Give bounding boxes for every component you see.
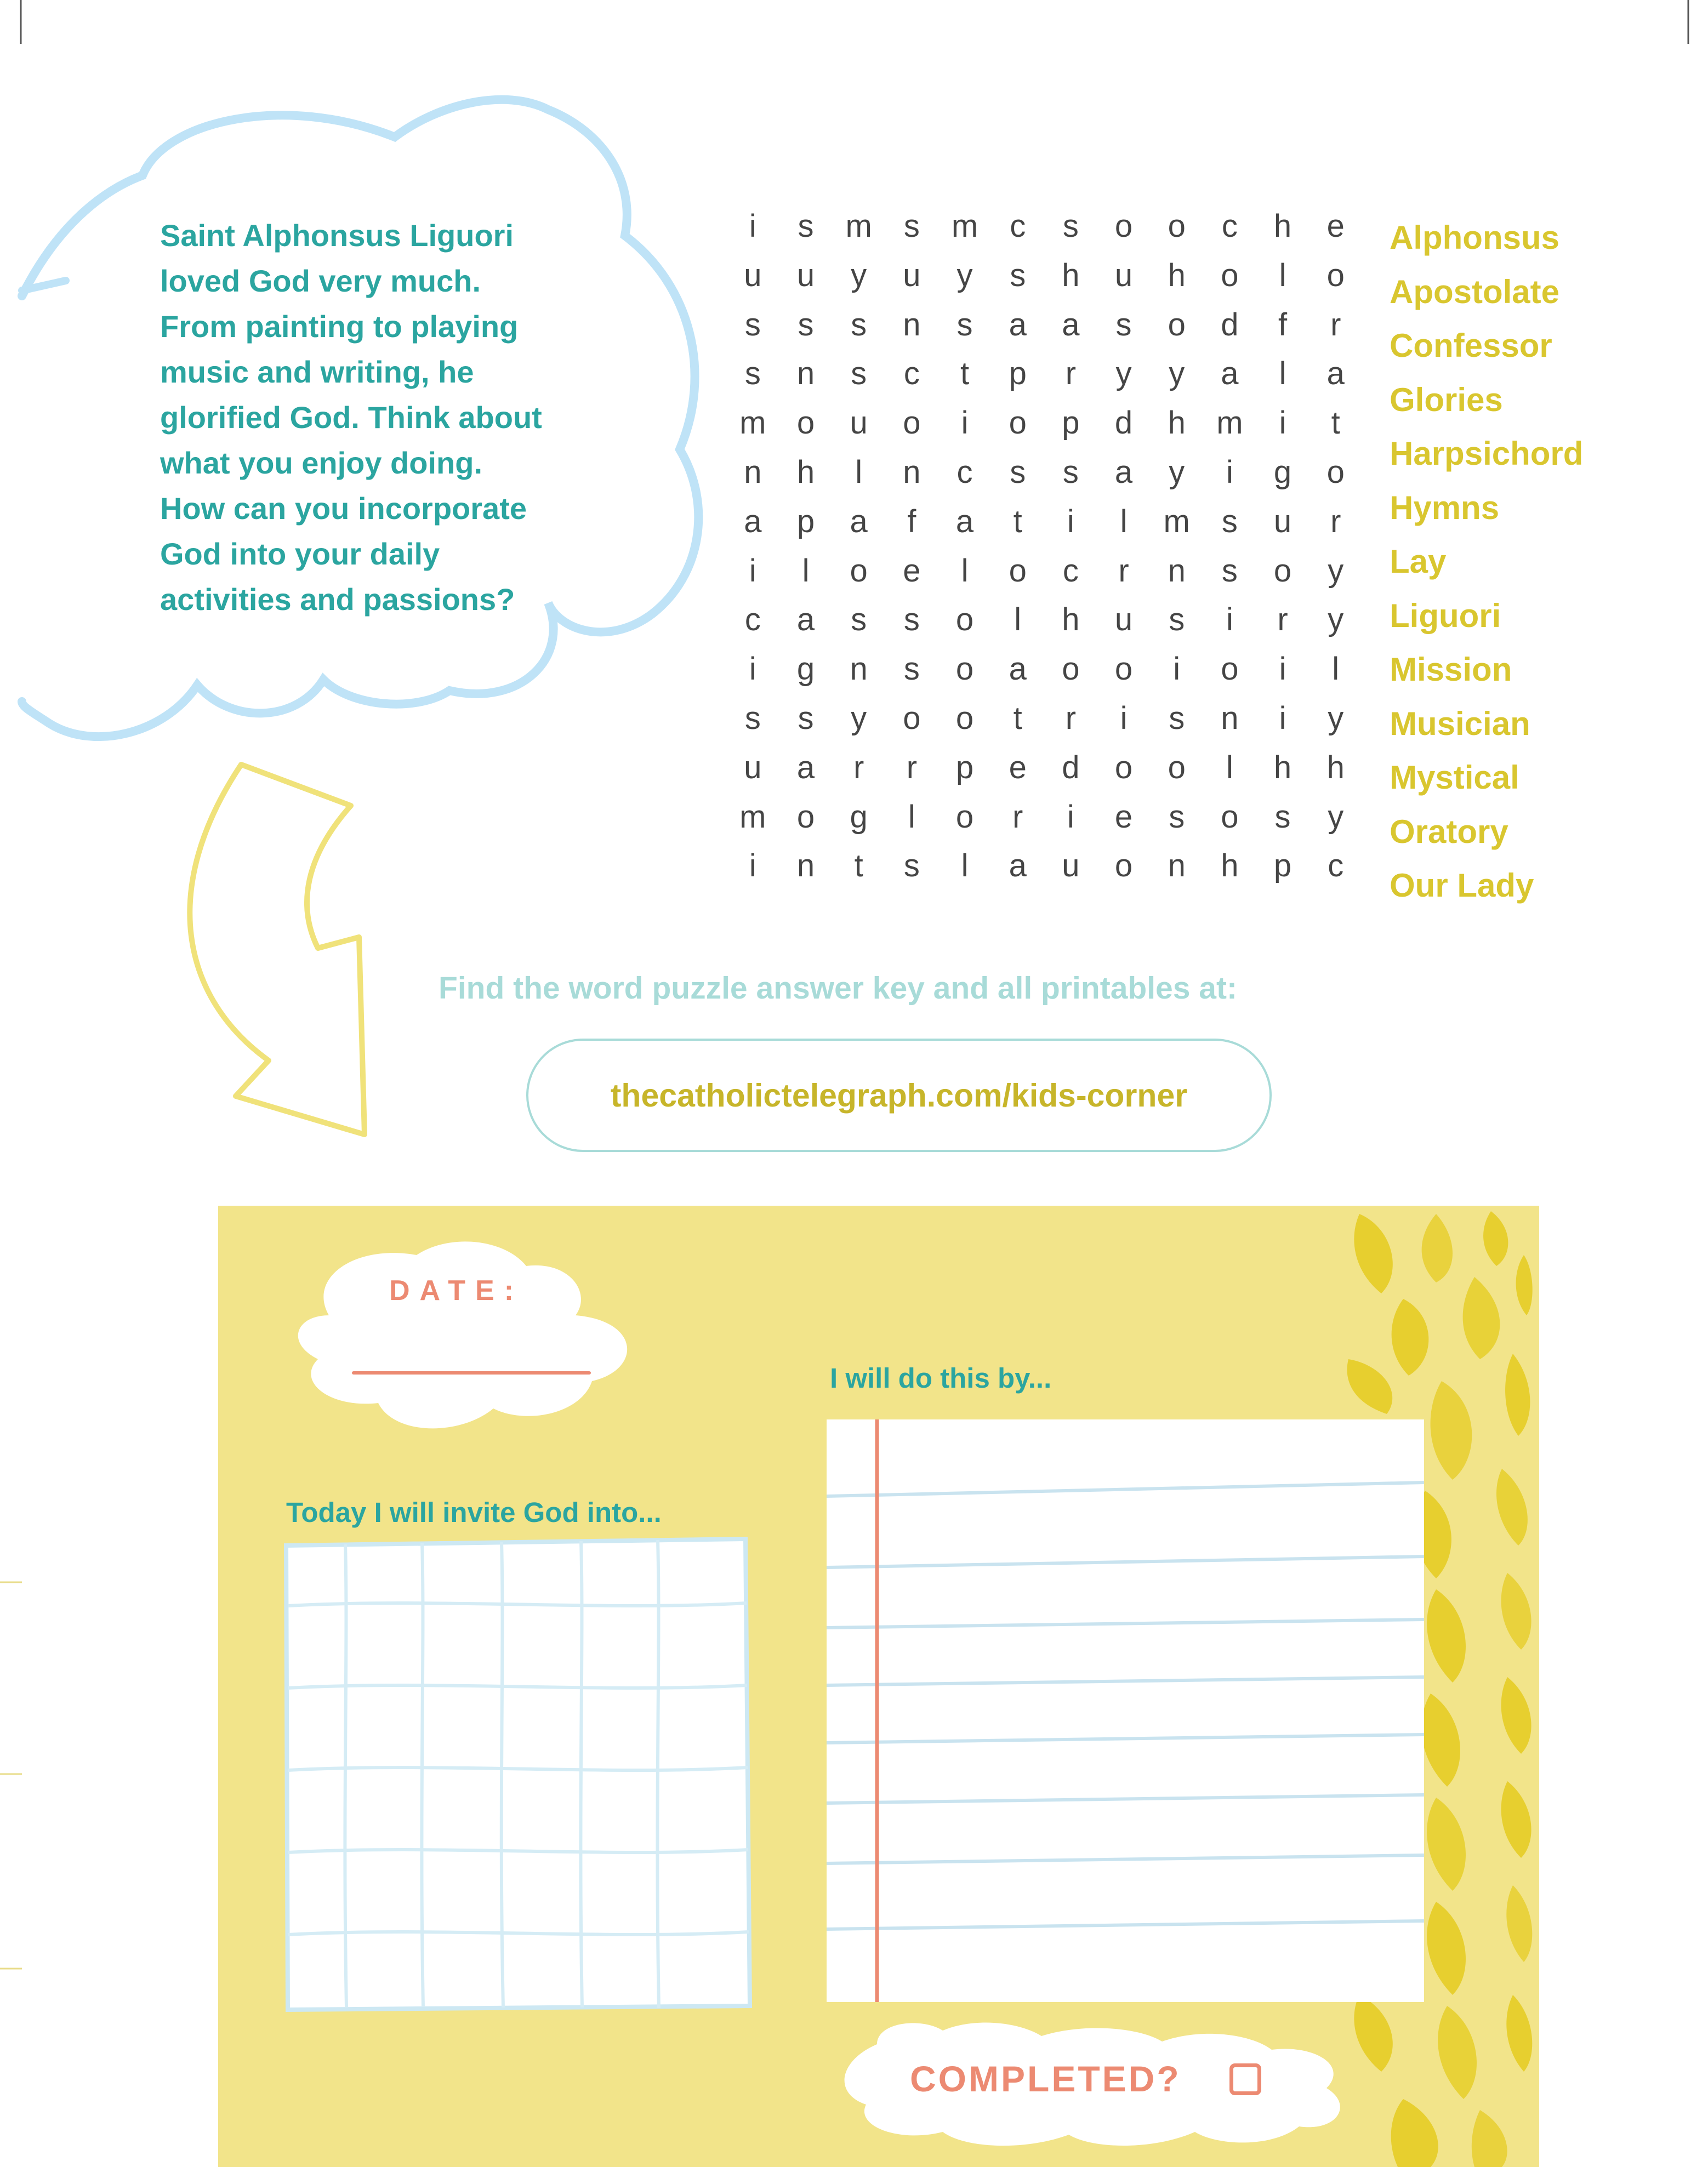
puzzle-letter: l [1226, 749, 1233, 785]
puzzle-letter: o [903, 405, 921, 441]
prompt-line: glorified God. Think about [160, 400, 542, 435]
puzzle-letter: y [1169, 356, 1185, 392]
puzzle-letter: l [855, 454, 863, 490]
puzzle-letter: c [957, 454, 973, 490]
puzzle-letter: s [1010, 454, 1026, 490]
puzzle-letter: t [960, 356, 970, 392]
word-list-item: Glories [1390, 381, 1503, 418]
puzzle-letter: c [1221, 208, 1238, 244]
puzzle-letter: m [739, 405, 766, 441]
puzzle-letter: s [1062, 454, 1079, 490]
cloud-prompt-text [160, 213, 577, 622]
puzzle-letter: n [1221, 700, 1239, 736]
puzzle-letter: c [744, 602, 761, 638]
puzzle-letter: h [1273, 749, 1292, 785]
puzzle-letter: a [796, 749, 815, 785]
puzzle-letter: y [1328, 799, 1344, 835]
completed-checkbox[interactable] [1229, 2063, 1261, 2095]
puzzle-letter: d [1114, 405, 1133, 441]
puzzle-row [726, 251, 1362, 300]
puzzle-letter: o [903, 700, 921, 736]
puzzle-letter: u [903, 257, 921, 293]
puzzle-letter: y [851, 257, 867, 293]
puzzle-row [726, 448, 1362, 497]
puzzle-letter: s [851, 602, 867, 638]
completed-label: COMPLETED? [910, 2058, 1181, 2099]
puzzle-letter: e [903, 552, 921, 589]
puzzle-letter: s [1169, 799, 1185, 835]
puzzle-letter: u [1273, 503, 1292, 539]
puzzle-letter: t [1331, 405, 1340, 441]
puzzle-letter: r [1277, 602, 1288, 638]
puzzle-letter: o [1114, 208, 1133, 244]
prompt-line: loved God very much. [160, 264, 481, 298]
puzzle-letter: a [1062, 306, 1080, 343]
puzzle-letter: c [903, 356, 920, 392]
word-list-item: Harpsichord [1390, 435, 1584, 472]
puzzle-letter: f [907, 503, 916, 539]
puzzle-letter: o [955, 700, 974, 736]
puzzle-letter: l [1120, 503, 1128, 539]
do-this-label: I will do this by... [830, 1362, 1052, 1394]
puzzle-letter: o [1114, 749, 1133, 785]
puzzle-letter: i [1279, 700, 1286, 736]
puzzle-letter: s [903, 651, 920, 687]
website-link[interactable] [526, 1039, 1272, 1152]
puzzle-letter: i [1279, 405, 1286, 441]
puzzle-letter: i [1173, 651, 1181, 687]
prompt-line: How can you incorporate [160, 491, 527, 526]
puzzle-row [726, 595, 1362, 645]
puzzle-letter: n [796, 848, 815, 884]
puzzle-letter: n [1168, 848, 1186, 884]
word-list-item: Liguori [1390, 597, 1501, 634]
puzzle-letter: m [739, 799, 766, 835]
puzzle-letter: s [1221, 503, 1238, 539]
puzzle-letter: o [1114, 651, 1133, 687]
puzzle-letter: a [796, 602, 815, 638]
puzzle-letter: t [1013, 700, 1022, 736]
puzzle-letter: y [957, 257, 973, 293]
puzzle-letter: o [796, 405, 815, 441]
word-list-item: Confessor [1390, 327, 1552, 364]
puzzle-row [726, 841, 1362, 891]
puzzle-letter: g [850, 799, 868, 835]
puzzle-letter: s [1115, 306, 1132, 343]
puzzle-letter: n [903, 454, 921, 490]
puzzle-letter: h [796, 454, 815, 490]
puzzle-letter: r [1012, 799, 1023, 835]
puzzle-letter: o [1114, 848, 1133, 884]
puzzle-letter: o [1168, 208, 1186, 244]
puzzle-letter: y [1115, 356, 1132, 392]
puzzle-letter: n [903, 306, 921, 343]
puzzle-letter: a [1009, 651, 1027, 687]
puzzle-letter: i [749, 848, 756, 884]
puzzle-row [726, 694, 1362, 743]
puzzle-row [726, 546, 1362, 596]
puzzle-letter: o [955, 651, 974, 687]
puzzle-letter: p [955, 749, 974, 785]
puzzle-letter: l [1279, 356, 1286, 392]
puzzle-letter: r [1330, 503, 1341, 539]
puzzle-letter: t [1013, 503, 1022, 539]
prompt-line: what you enjoy doing. [160, 446, 482, 480]
puzzle-letter: o [955, 602, 974, 638]
puzzle-letter: r [1118, 552, 1129, 589]
puzzle-letter: y [1169, 454, 1185, 490]
puzzle-letter: o [1168, 749, 1186, 785]
puzzle-letter: f [1278, 306, 1288, 343]
word-search-grid [726, 202, 1362, 891]
puzzle-letter: a [955, 503, 974, 539]
puzzle-letter: p [796, 503, 815, 539]
puzzle-letter: s [903, 848, 920, 884]
puzzle-letter: a [1009, 306, 1027, 343]
puzzle-letter: s [744, 306, 761, 343]
puzzle-letter: s [851, 306, 867, 343]
puzzle-letter: r [1330, 306, 1341, 343]
puzzle-letter: o [1062, 651, 1080, 687]
puzzle-letter: o [796, 799, 815, 835]
puzzle-letter: u [796, 257, 815, 293]
puzzle-letter: r [1065, 700, 1077, 736]
puzzle-letter: o [1221, 799, 1239, 835]
puzzle-letter: s [903, 208, 920, 244]
puzzle-row [726, 398, 1362, 448]
puzzle-letter: u [1114, 257, 1133, 293]
prompt-line: God into your daily [160, 537, 440, 571]
word-list-item: Hymns [1390, 489, 1500, 526]
puzzle-letter: l [908, 799, 915, 835]
puzzle-letter: m [951, 208, 978, 244]
puzzle-letter: s [851, 356, 867, 392]
puzzle-letter: i [1120, 700, 1128, 736]
puzzle-letter: s [744, 356, 761, 392]
puzzle-letter: i [1067, 503, 1074, 539]
invite-label: Today I will invite God into... [286, 1497, 662, 1528]
puzzle-letter: p [1273, 848, 1292, 884]
puzzle-letter: s [798, 208, 814, 244]
puzzle-letter: d [1062, 749, 1080, 785]
puzzle-letter: g [1273, 454, 1292, 490]
prompt-line: Saint Alphonsus Liguori [160, 218, 514, 253]
puzzle-letter: n [1168, 552, 1186, 589]
puzzle-letter: a [1009, 848, 1027, 884]
puzzle-letter: u [1062, 848, 1080, 884]
puzzle-letter: e [1009, 749, 1027, 785]
word-list-item: Our Lady [1390, 867, 1534, 904]
puzzle-letter: l [1279, 257, 1286, 293]
puzzle-letter: s [1221, 552, 1238, 589]
puzzle-letter: n [796, 356, 815, 392]
puzzle-letter: m [1216, 405, 1243, 441]
puzzle-letter: i [749, 208, 756, 244]
puzzle-letter: a [1221, 356, 1239, 392]
prompt-line: music and writing, he [160, 355, 474, 389]
puzzle-letter: c [1062, 552, 1079, 589]
puzzle-letter: y [851, 700, 867, 736]
puzzle-letter: s [957, 306, 973, 343]
word-list-item: Apostolate [1390, 273, 1560, 310]
puzzle-letter: s [1062, 208, 1079, 244]
grid-box [286, 1539, 750, 2010]
puzzle-letter: e [1114, 799, 1133, 835]
puzzle-letter: y [1328, 552, 1344, 589]
puzzle-letter: i [961, 405, 969, 441]
puzzle-letter: o [1221, 651, 1239, 687]
puzzle-row [726, 792, 1362, 842]
puzzle-letter: s [798, 306, 814, 343]
puzzle-letter: u [744, 257, 762, 293]
puzzle-letter: s [903, 602, 920, 638]
puzzle-letter: u [1114, 602, 1133, 638]
puzzle-letter: h [1062, 602, 1080, 638]
puzzle-row [726, 202, 1362, 251]
prompt-line: activities and passions? [160, 582, 515, 617]
puzzle-letter: h [1062, 257, 1080, 293]
word-list [1390, 211, 1583, 913]
puzzle-letter: s [798, 700, 814, 736]
puzzle-row [726, 743, 1362, 792]
puzzle-letter: g [796, 651, 815, 687]
puzzle-letter: p [1009, 356, 1027, 392]
lined-paper [827, 1419, 1424, 2002]
puzzle-letter: l [1014, 602, 1022, 638]
word-list-item: Lay [1390, 543, 1447, 580]
puzzle-letter: m [845, 208, 872, 244]
puzzle-letter: r [853, 749, 864, 785]
puzzle-letter: h [1273, 208, 1292, 244]
puzzle-letter: i [1226, 602, 1233, 638]
puzzle-letter: n [744, 454, 762, 490]
word-list-item: Mystical [1390, 759, 1519, 796]
puzzle-letter: r [906, 749, 918, 785]
puzzle-letter: m [1163, 503, 1190, 539]
puzzle-row [726, 497, 1362, 546]
puzzle-letter: t [854, 848, 863, 884]
puzzle-letter: h [1168, 405, 1186, 441]
puzzle-letter: y [1328, 602, 1344, 638]
prompt-line: From painting to playing [160, 309, 519, 344]
word-list-item: Oratory [1390, 813, 1508, 850]
puzzle-letter: i [1226, 454, 1233, 490]
puzzle-letter: h [1221, 848, 1239, 884]
puzzle-letter: o [1221, 257, 1239, 293]
puzzle-letter: c [1010, 208, 1026, 244]
puzzle-letter: c [1328, 848, 1344, 884]
puzzle-letter: o [1168, 306, 1186, 343]
puzzle-letter: l [802, 552, 810, 589]
puzzle-row [726, 645, 1362, 694]
puzzle-letter: p [1062, 405, 1080, 441]
puzzle-row [726, 349, 1362, 398]
puzzle-letter: i [749, 552, 756, 589]
puzzle-letter: r [1065, 356, 1077, 392]
puzzle-letter: o [1326, 257, 1345, 293]
puzzle-letter: i [1067, 799, 1074, 835]
word-list-item: Alphonsus [1390, 219, 1559, 256]
date-label: DATE: [389, 1275, 524, 1307]
puzzle-letter: s [1169, 602, 1185, 638]
puzzle-letter: l [961, 552, 969, 589]
puzzle-letter: o [1273, 552, 1292, 589]
word-list-item: Mission [1390, 651, 1512, 688]
puzzle-letter: s [1010, 257, 1026, 293]
puzzle-letter: u [850, 405, 868, 441]
puzzle-letter: n [850, 651, 868, 687]
arrow-outline [190, 765, 365, 1134]
puzzle-letter: l [961, 848, 969, 884]
puzzle-letter: i [749, 651, 756, 687]
puzzle-letter: a [744, 503, 762, 539]
puzzle-letter: o [1326, 454, 1345, 490]
puzzle-letter: h [1168, 257, 1186, 293]
puzzle-letter: s [1169, 700, 1185, 736]
puzzle-letter: s [1274, 799, 1291, 835]
puzzle-letter: l [1332, 651, 1340, 687]
puzzle-letter: o [955, 799, 974, 835]
puzzle-letter: a [1114, 454, 1133, 490]
puzzle-letter: o [1009, 405, 1027, 441]
puzzle-letter: a [850, 503, 868, 539]
puzzle-letter: a [1326, 356, 1345, 392]
answer-key-text: Find the word puzzle answer key and all printables at: [439, 971, 1237, 1006]
puzzle-letter: u [744, 749, 762, 785]
puzzle-letter: i [1279, 651, 1286, 687]
puzzle-letter: h [1326, 749, 1345, 785]
puzzle-letter: s [744, 700, 761, 736]
puzzle-letter: o [850, 552, 868, 589]
puzzle-letter: d [1221, 306, 1239, 343]
puzzle-letter: y [1328, 700, 1344, 736]
puzzle-letter: e [1326, 208, 1345, 244]
puzzle-row [726, 300, 1362, 350]
website-url[interactable]: thecatholictelegraph.com/kids-corner [610, 1077, 1188, 1114]
puzzle-letter: o [1009, 552, 1027, 589]
word-list-item: Musician [1390, 705, 1530, 742]
